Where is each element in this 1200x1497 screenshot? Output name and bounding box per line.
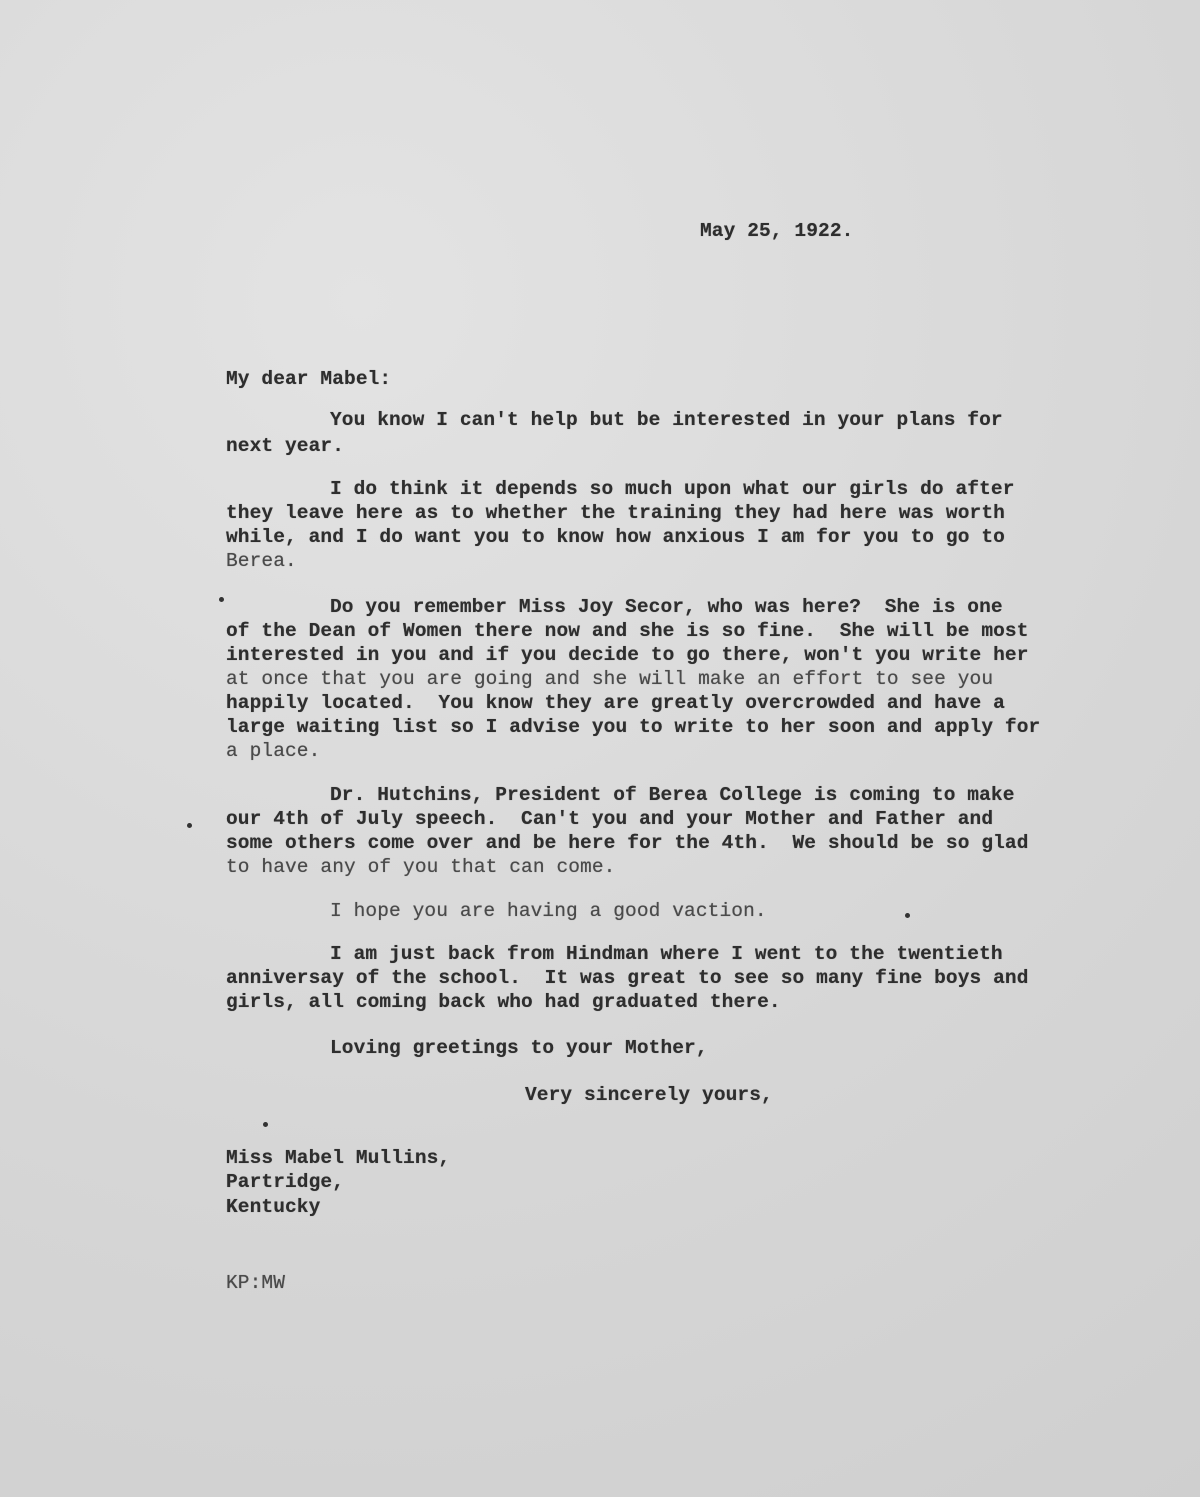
address-line: Miss Mabel Mullins, <box>226 1147 451 1169</box>
text-line: next year. <box>226 435 345 457</box>
text-line: Dr. Hutchins, President of Berea College is coming to make <box>330 784 1015 806</box>
text-line: our 4th of July speech. Can't you and your Mother and Father and <box>226 808 994 830</box>
text-line: to have any of you that can come. <box>226 856 616 878</box>
ink-speck <box>263 1122 268 1127</box>
salutation: My dear Mabel: <box>226 368 392 390</box>
ink-speck <box>905 913 910 918</box>
letter-date: May 25, 1922. <box>700 220 854 242</box>
address-line: Partridge, <box>226 1171 345 1193</box>
text-line: I hope you are having a good vaction. <box>330 900 767 922</box>
text-line: You know I can't help but be interested in your plans for <box>330 409 1003 431</box>
text-line: happily located. You know they are greatly overcrowded and have a <box>226 692 1005 714</box>
text-line: Berea. <box>226 550 297 572</box>
text-line: I do think it depends so much upon what our girls do after <box>330 478 1015 500</box>
text-line: interested in you and if you decide to go there, won't you write her <box>226 644 1029 666</box>
text-line: they leave here as to whether the training they had here was worth <box>226 502 1005 524</box>
text-line: while, and I do want you to know how anxious I am for you to go to <box>226 526 1005 548</box>
text-line: Do you remember Miss Joy Secor, who was here? She is one <box>330 596 1003 618</box>
reference-initials: KP:MW <box>226 1272 286 1294</box>
text-line: of the Dean of Women there now and she is so fine. She will be most <box>226 620 1029 642</box>
text-line: anniversay of the school. It was great to see so many fine boys and <box>226 967 1029 989</box>
text-line: a place. <box>226 740 321 762</box>
closing: Very sincerely yours, <box>525 1084 773 1106</box>
closing-greeting: Loving greetings to your Mother, <box>330 1037 708 1059</box>
address-line: Kentucky <box>226 1196 321 1218</box>
text-line: at once that you are going and she will make an effort to see you <box>226 668 994 690</box>
ink-speck <box>187 823 192 828</box>
text-line: I am just back from Hindman where I went to the twentieth <box>330 943 1003 965</box>
text-line: some others come over and be here for the 4th. We should be so glad <box>226 832 1029 854</box>
text-line: large waiting list so I advise you to write to her soon and apply for <box>226 716 1041 738</box>
text-line: girls, all coming back who had graduated there. <box>226 991 781 1013</box>
ink-speck <box>219 597 224 602</box>
